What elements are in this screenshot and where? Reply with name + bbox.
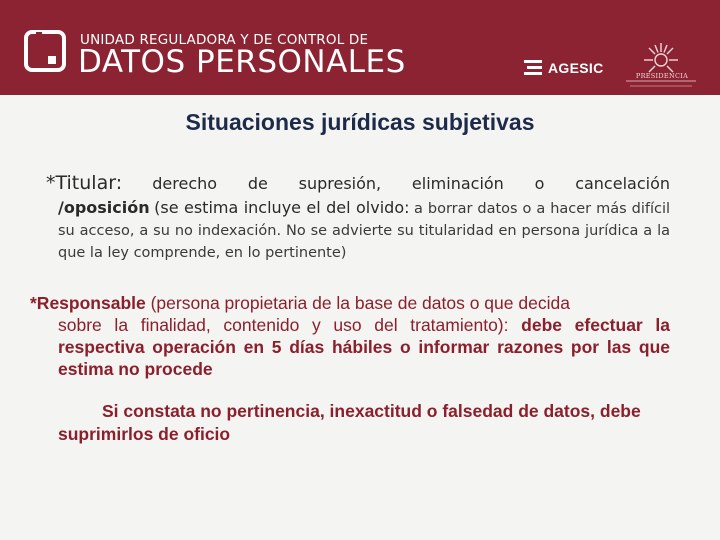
responsable-line1: (persona propietaria de la base de datos o que decida — [150, 293, 570, 313]
oposicion-text: /oposición — [58, 198, 150, 217]
agesic-icon — [524, 59, 542, 77]
header-bar — [0, 0, 720, 95]
titular-paragraph-lead — [46, 172, 670, 196]
responsable-paragraph-lead — [30, 292, 670, 314]
responsable-text-b: debe efectuar la respectiva operación en 5 días hábiles o informar razones por las que estima no procede — [58, 315, 670, 379]
constata-paragraph — [58, 400, 670, 446]
sun-emblem-icon — [620, 40, 702, 90]
titular-label: *Titular: — [46, 172, 123, 194]
presidencia-label: PRESIDENCIA — [635, 72, 689, 80]
responsable-label: *Responsable — [30, 293, 146, 313]
org-name-line1: UNIDAD REGULADORA Y DE CONTROL DE — [80, 32, 369, 48]
titular-detail-text: a borrar datos o a hacer más difícil su acceso, a su no indexación. No se advierte su titularidad en persona jurídica a la que la ley comprende, en lo pertinente) — [58, 201, 671, 261]
titular-paragraph-body — [58, 197, 670, 264]
agesic-label: AGESIC — [548, 60, 604, 76]
urcdp-logo-icon — [24, 30, 66, 72]
titular-lead-text: derecho de supresión, eliminación o cancelación — [152, 174, 670, 193]
agesic-logo — [524, 57, 603, 79]
org-name-line2: DATOS PERSONALES — [78, 44, 406, 80]
constata-text: Si constata no pertinencia, inexactitud o falsedad de datos, debe suprimirlos de oficio — [58, 401, 641, 444]
responsable-text-a: sobre la finalidad, contenido y uso del tratamiento): — [58, 315, 509, 335]
olvido-text: (se estima incluye el del olvido: — [154, 198, 410, 217]
responsable-paragraph-body — [58, 314, 670, 380]
slide-title: Situaciones jurídicas subjetivas — [185, 109, 535, 135]
